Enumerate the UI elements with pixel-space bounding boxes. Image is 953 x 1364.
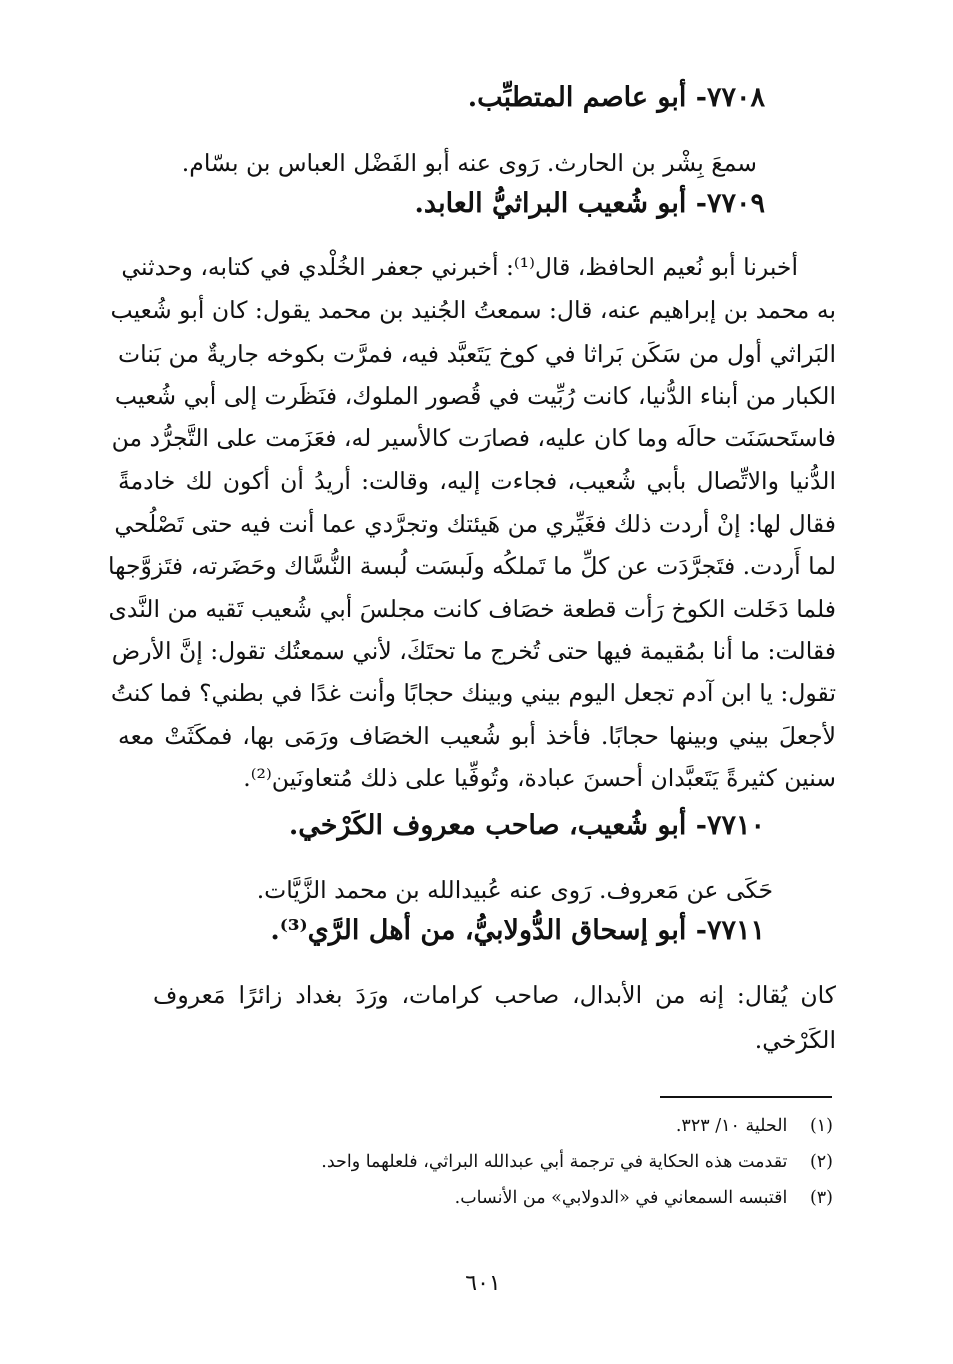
footnote-3-text: اقتبسه السمعاني في «الدولابي» من الأنساب. (454, 1188, 788, 1208)
entry-7708-heading: ٧٧٠٨- أبو عاصم المتطبِّب. (467, 82, 765, 113)
footnote-3-number: (٣) (809, 1188, 833, 1208)
entry-7709-line-2: به محمد بن إبراهيم عنه، قال: سمعتُ الجُنيد بن محمد يقول: كان أبو شُعيب (110, 296, 836, 324)
footnote-1 (676, 1114, 833, 1138)
entry-7709-heading: ٧٧٠٩- أبو شُعيب البراثيُّ العابد. (414, 188, 765, 219)
entry-7708-body: سمعَ بِشْر بن الحارث. رَوى عنه أبو الفَضْل العباس بن بسّام. (181, 149, 757, 177)
footnote-2-text: تقدمت هذه الحكاية في ترجمة أبي عبدالله البراثي، فلعلهما واحد. (321, 1152, 788, 1172)
entry-7709-line-1: أخبرنا أبو نُعيم الحافظ، قال⁽¹⁾: أخبرني جعفر الخُلْدي في كتابه، وحدثني (121, 253, 798, 281)
entry-7711-line-2: الكَرْخي. (754, 1026, 836, 1054)
entry-7709-line-4: الكبار من أبناء الدُّنيا، كانت رُبِّيت في قُصور الملوك، فنَظَرت إلى أبي شُعيب (114, 382, 836, 410)
entry-7709-line-11: تقول: يا ابن آدم تجعل اليوم بيني وبينك حجابًا وأنت غدًا في بطني؟ فما كنتُ (110, 679, 836, 707)
page-number: ٦٠١ (465, 1271, 501, 1296)
entry-7711-heading: ٧٧١١- أبو إسحاق الدُّولابيُّ، من أهل الرَّي⁽³⁾. (270, 915, 765, 946)
footnote-2 (321, 1150, 833, 1174)
entry-7709-line-7: فقال لها: إنْ أردت ذلك فغَيِّري من هَيئتك وتجرَّدي عما أنت فيه حتى تَصْلُحي (114, 510, 836, 538)
entry-7710-body: حَكَى عن مَعروف. رَوى عنه عُبيدالله بن محمد الزَّيَّات. (256, 876, 773, 904)
entry-7709-line-13: سنين كثيرةً يَتَعبَّدان أحسنَ عبادة، وتُوفِّيا على ذلك مُتعاونَين⁽²⁾. (243, 764, 836, 792)
footnote-1-text: الحلية ١٠/ ٣٢٣. (675, 1116, 788, 1136)
entry-7709-line-9: فلما دَخَلت الكوخ رَأت قطعة خصَاف كانت مجلسَ أبي شُعيب تَقيه من النَّدى (108, 595, 836, 623)
footnote-2-number: (٢) (809, 1152, 833, 1172)
entry-7709-line-12: لأجعلَ بيني وبينها حجابًا. فأخذ أبو شُعيب الخصَاف ورَمَى بها، فمكَثَتْ معه (118, 722, 836, 750)
entry-7709-line-10: فقالت: ما أنا بمُقيمة فيها حتى تُخرج ما تحتَكَ، لأني سمعتُك تقول: إنَّ الأرض (111, 637, 836, 665)
entry-7709-line-6: الدُّنيا والاتِّصال بأبي شُعيب، فجاءت إليه، وقالت: أريدُ أن أكون لك خادمةً (118, 467, 836, 495)
entry-7710-heading: ٧٧١٠- أبو شُعيب، صاحب معروف الكَرْخي. (288, 810, 765, 841)
entry-7711-line-1: كان يُقال: إنه من الأبدال، صاحب كرامات، ورَدَ بغداد زائرًا مَعروف (153, 981, 836, 1009)
footnote-1-number: (١) (809, 1116, 833, 1136)
entry-7709-line-8: لما أَردت. فتَجرَّدَت عن كلِّ ما تَملكُه ولَبسَت لُبسة النُّسَّاك وحَضَرته، فتَزوَّجها (107, 552, 836, 580)
footnote-separator (660, 1096, 832, 1098)
footnote-3 (455, 1186, 833, 1210)
entry-7709-line-5: فاستَحسَنَت حالَه وما كان عليه، فصارَت كالأسير له، فعَزَمت على التَّجرُّد من (111, 424, 836, 452)
entry-7709-line-3: البَراثي أول من سَكَن بَراثا في كوخ يَتَعبَّد فيه، فمرَّت بكوخه جاريةٌ من بَنات (118, 340, 836, 368)
